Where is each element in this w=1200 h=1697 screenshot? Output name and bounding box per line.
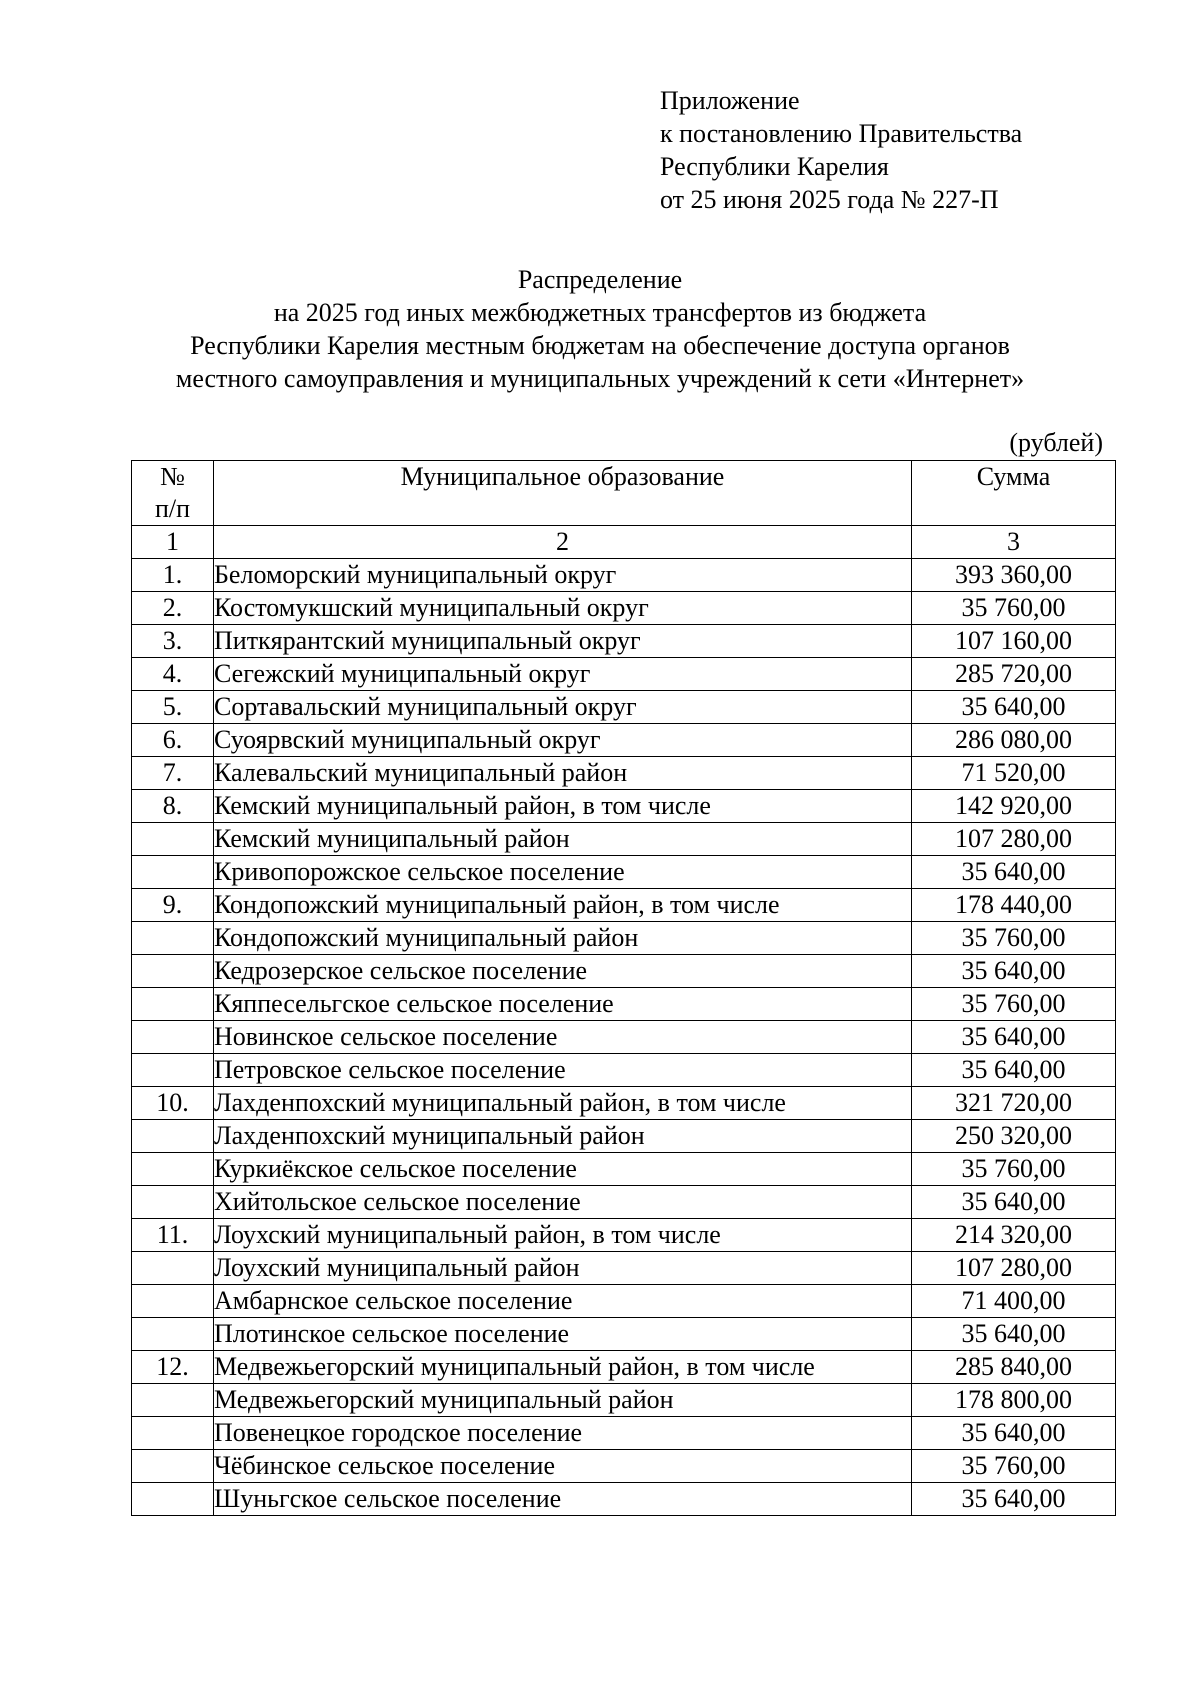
row-amount: 35 640,00: [912, 955, 1116, 988]
table-row: [132, 1318, 1116, 1351]
table-row: [132, 856, 1116, 889]
header-number-line-1: №: [160, 462, 185, 491]
table-body: [132, 559, 1116, 1516]
row-number: 6.: [132, 724, 214, 757]
row-amount: 321 720,00: [912, 1087, 1116, 1120]
header-amount: Сумма: [912, 461, 1116, 526]
table-row: [132, 559, 1116, 592]
row-number: [132, 955, 214, 988]
table-row: [132, 724, 1116, 757]
row-number: 7.: [132, 757, 214, 790]
row-municipality: Сегежский муниципальный округ: [214, 658, 912, 691]
row-number: [132, 1450, 214, 1483]
row-number: [132, 1186, 214, 1219]
row-amount: 142 920,00: [912, 790, 1116, 823]
row-amount: 178 800,00: [912, 1384, 1116, 1417]
row-municipality: Кемский муниципальный район, в том числе: [214, 790, 912, 823]
row-municipality: Питкярантский муниципальный округ: [214, 625, 912, 658]
row-number: 3.: [132, 625, 214, 658]
table-row: [132, 691, 1116, 724]
header-number: [132, 461, 214, 526]
table-row: [132, 1252, 1116, 1285]
row-municipality: Костомукшский муниципальный округ: [214, 592, 912, 625]
row-number: 11.: [132, 1219, 214, 1252]
row-municipality: Хийтольское сельское поселение: [214, 1186, 912, 1219]
row-municipality: Медвежьегорский муниципальный район, в том числе: [214, 1351, 912, 1384]
column-index-row: [132, 526, 1116, 559]
allocation-table: [131, 460, 1116, 1516]
document-title: [100, 263, 1100, 395]
table-row: [132, 1021, 1116, 1054]
appendix-line-1: Приложение: [660, 86, 800, 115]
table-row: [132, 1483, 1116, 1516]
row-municipality: Плотинское сельское поселение: [214, 1318, 912, 1351]
row-number: 1.: [132, 559, 214, 592]
appendix-line-3: Республики Карелия: [660, 152, 889, 181]
column-index: 2: [214, 526, 912, 559]
table-row: [132, 592, 1116, 625]
table-row: [132, 1054, 1116, 1087]
table-row: [132, 1384, 1116, 1417]
row-municipality: Калевальский муниципальный район: [214, 757, 912, 790]
row-municipality: Суоярвский муниципальный округ: [214, 724, 912, 757]
table-row: [132, 988, 1116, 1021]
row-number: [132, 1054, 214, 1087]
row-number: 12.: [132, 1351, 214, 1384]
row-number: [132, 1483, 214, 1516]
row-municipality: Кяппесельгское сельское поселение: [214, 988, 912, 1021]
row-municipality: Лоухский муниципальный район: [214, 1252, 912, 1285]
row-amount: 35 760,00: [912, 1450, 1116, 1483]
row-number: 10.: [132, 1087, 214, 1120]
column-index: 1: [132, 526, 214, 559]
row-amount: 35 640,00: [912, 1021, 1116, 1054]
table-row: [132, 1450, 1116, 1483]
title-line-4: местного самоуправления и муниципальных учреждений к сети «Интернет»: [175, 364, 1025, 393]
row-municipality: Амбарнское сельское поселение: [214, 1285, 912, 1318]
row-municipality: Кемский муниципальный район: [214, 823, 912, 856]
title-line-2: на 2025 год иных межбюджетных трансфертов из бюджета: [273, 298, 927, 327]
row-municipality: Новинское сельское поселение: [214, 1021, 912, 1054]
row-amount: 35 760,00: [912, 592, 1116, 625]
row-amount: 35 640,00: [912, 1054, 1116, 1087]
units-label: (рублей): [1009, 428, 1103, 457]
row-number: 8.: [132, 790, 214, 823]
row-amount: 35 640,00: [912, 1186, 1116, 1219]
row-number: [132, 1153, 214, 1186]
row-amount: 35 760,00: [912, 988, 1116, 1021]
row-amount: 35 640,00: [912, 1318, 1116, 1351]
row-number: 2.: [132, 592, 214, 625]
title-line-1: Распределение: [517, 265, 683, 294]
row-municipality: Кондопожский муниципальный район, в том числе: [214, 889, 912, 922]
row-municipality: Повенецкое городское поселение: [214, 1417, 912, 1450]
row-number: 9.: [132, 889, 214, 922]
appendix-block: [660, 84, 1022, 216]
table-row: [132, 1219, 1116, 1252]
row-number: 5.: [132, 691, 214, 724]
table-header-row: [132, 461, 1116, 526]
header-number-line-2: п/п: [154, 494, 191, 523]
row-amount: 286 080,00: [912, 724, 1116, 757]
row-amount: 214 320,00: [912, 1219, 1116, 1252]
row-municipality: Чёбинское сельское поселение: [214, 1450, 912, 1483]
row-amount: 107 280,00: [912, 823, 1116, 856]
row-amount: 35 760,00: [912, 1153, 1116, 1186]
column-index: 3: [912, 526, 1116, 559]
row-amount: 178 440,00: [912, 889, 1116, 922]
table-row: [132, 1186, 1116, 1219]
row-municipality: Кривопорожское сельское поселение: [214, 856, 912, 889]
row-amount: 35 640,00: [912, 691, 1116, 724]
row-number: [132, 1318, 214, 1351]
row-municipality: Лахденпохский муниципальный район, в том числе: [214, 1087, 912, 1120]
row-amount: 250 320,00: [912, 1120, 1116, 1153]
row-amount: 285 720,00: [912, 658, 1116, 691]
row-number: [132, 988, 214, 1021]
table-row: [132, 1285, 1116, 1318]
row-number: [132, 823, 214, 856]
row-municipality: Медвежьегорский муниципальный район: [214, 1384, 912, 1417]
appendix-line-4: от 25 июня 2025 года № 227-П: [660, 185, 999, 214]
table-row: [132, 823, 1116, 856]
row-amount: 35 760,00: [912, 922, 1116, 955]
row-number: [132, 1417, 214, 1450]
table-row: [132, 955, 1116, 988]
row-municipality: Петровское сельское поселение: [214, 1054, 912, 1087]
row-municipality: Сортавальский муниципальный округ: [214, 691, 912, 724]
row-number: [132, 1285, 214, 1318]
row-number: [132, 1021, 214, 1054]
table-row: [132, 1120, 1116, 1153]
row-amount: 71 400,00: [912, 1285, 1116, 1318]
row-amount: 107 160,00: [912, 625, 1116, 658]
row-number: [132, 1252, 214, 1285]
appendix-line-2: к постановлению Правительства: [660, 119, 1023, 148]
row-municipality: Лоухский муниципальный район, в том числе: [214, 1219, 912, 1252]
row-amount: 35 640,00: [912, 1417, 1116, 1450]
table-row: [132, 889, 1116, 922]
title-line-3: Республики Карелия местным бюджетам на обеспечение доступа органов: [190, 331, 1010, 360]
table-row: [132, 1087, 1116, 1120]
row-amount: 107 280,00: [912, 1252, 1116, 1285]
table-row: [132, 1153, 1116, 1186]
row-number: [132, 1120, 214, 1153]
row-number: [132, 922, 214, 955]
row-number: [132, 1384, 214, 1417]
row-amount: 71 520,00: [912, 757, 1116, 790]
row-number: [132, 856, 214, 889]
table-row: [132, 757, 1116, 790]
row-amount: 393 360,00: [912, 559, 1116, 592]
row-municipality: Шуньгское сельское поселение: [214, 1483, 912, 1516]
table-row: [132, 1417, 1116, 1450]
table-row: [132, 790, 1116, 823]
table-row: [132, 658, 1116, 691]
row-amount: 285 840,00: [912, 1351, 1116, 1384]
row-amount: 35 640,00: [912, 1483, 1116, 1516]
row-municipality: Лахденпохский муниципальный район: [214, 1120, 912, 1153]
row-municipality: Кондопожский муниципальный район: [214, 922, 912, 955]
row-amount: 35 640,00: [912, 856, 1116, 889]
row-municipality: Кедрозерское сельское поселение: [214, 955, 912, 988]
table-row: [132, 922, 1116, 955]
row-number: 4.: [132, 658, 214, 691]
row-municipality: Куркиёкское сельское поселение: [214, 1153, 912, 1186]
header-municipality: Муниципальное образование: [214, 461, 912, 526]
table-row: [132, 1351, 1116, 1384]
table-row: [132, 625, 1116, 658]
row-municipality: Беломорский муниципальный округ: [214, 559, 912, 592]
